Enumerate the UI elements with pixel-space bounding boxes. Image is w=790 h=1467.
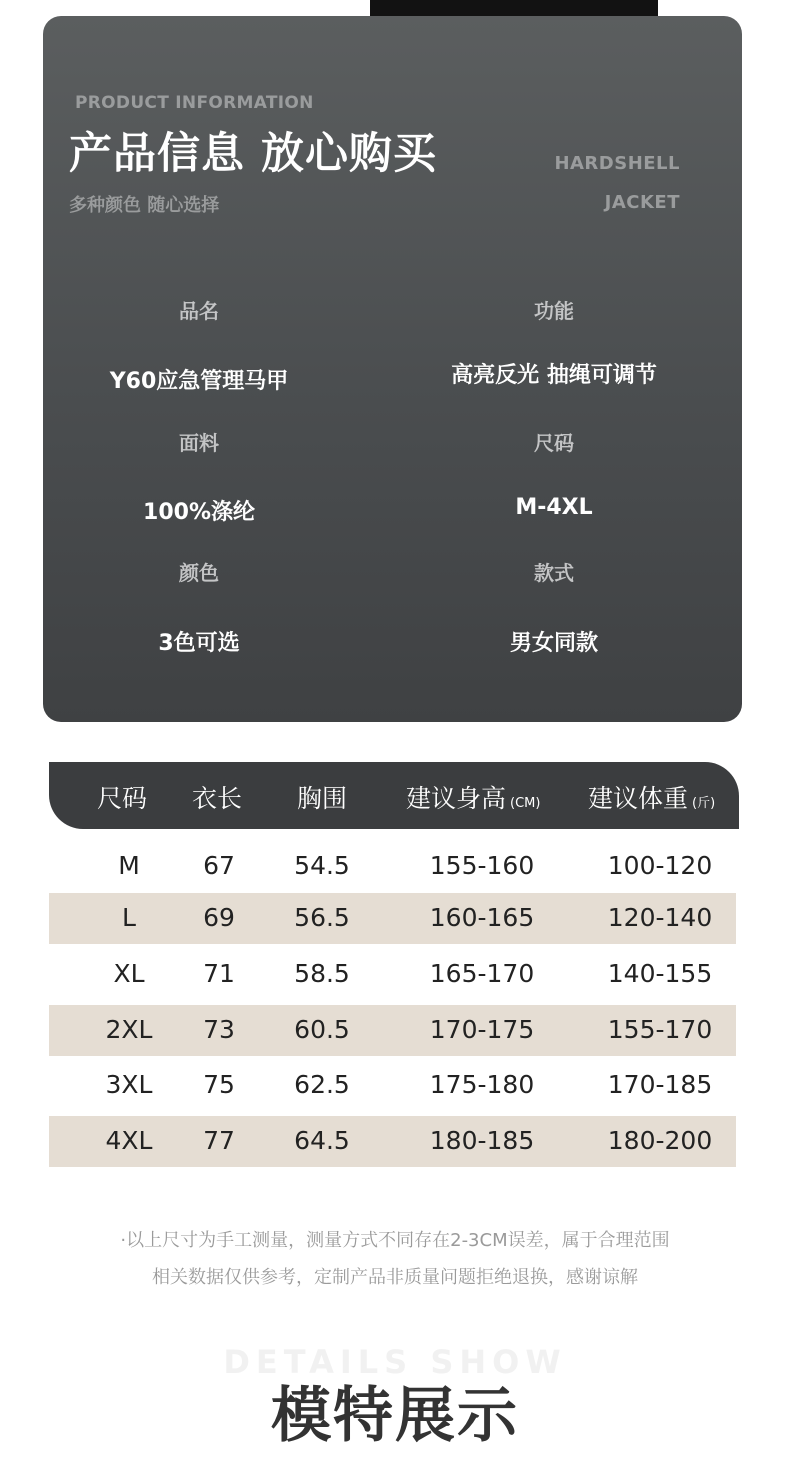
header-length: 衣长 <box>192 784 243 813</box>
spec-value-style: 男女同款 <box>509 631 598 656</box>
spec-label-name: 品名 <box>179 299 219 323</box>
cell-size: XL <box>113 959 145 988</box>
header-chest: 胸围 <box>297 784 348 813</box>
cell-height: 175-180 <box>429 1070 535 1099</box>
header-height-label: 建议身高 <box>406 784 507 813</box>
measurement-note-1: ·以上尺寸为手工测量，测量方式不同存在2-3CM误差，属于合理范围 <box>120 1230 670 1251</box>
cell-weight: 140-155 <box>607 959 713 988</box>
header-weight-label: 建议体重 <box>588 784 689 813</box>
cell-size: 2XL <box>105 1015 153 1044</box>
cell-size: 3XL <box>105 1070 153 1099</box>
cell-chest: 60.5 <box>294 1015 350 1044</box>
cell-weight: 120-140 <box>607 903 713 932</box>
cell-chest: 64.5 <box>294 1126 350 1155</box>
cell-length: 71 <box>203 959 235 988</box>
info-eyebrow: PRODUCT INFORMATION <box>75 93 314 113</box>
header-height-unit: (CM) <box>510 796 541 811</box>
cell-size: M <box>118 851 140 880</box>
cell-length: 73 <box>203 1015 235 1044</box>
details-watermark: DETAILS SHOW <box>223 1343 567 1381</box>
cell-size: 4XL <box>105 1126 153 1155</box>
product-photo-fragment <box>370 0 658 16</box>
cell-length: 69 <box>203 903 235 932</box>
spec-label-style: 款式 <box>534 561 574 585</box>
cell-weight: 170-185 <box>607 1070 713 1099</box>
table-row <box>49 1060 736 1111</box>
header-height <box>406 779 540 815</box>
cell-size: L <box>122 903 136 932</box>
cell-height: 180-185 <box>429 1126 535 1155</box>
spec-value-color: 3色可选 <box>158 631 240 656</box>
header-size: 尺码 <box>97 784 148 813</box>
spec-value-name: Y60应急管理马甲 <box>109 369 289 394</box>
table-row <box>49 893 736 944</box>
spec-label-function: 功能 <box>534 299 574 323</box>
cell-length: 67 <box>203 851 235 880</box>
size-table-header <box>49 762 739 829</box>
product-info-card <box>43 16 742 722</box>
cell-height: 165-170 <box>429 959 535 988</box>
measurement-note-2: 相关数据仅供参考，定制产品非质量问题拒绝退换，感谢谅解 <box>152 1267 638 1288</box>
model-section-title: 模特展示 <box>271 1381 519 1451</box>
cell-length: 75 <box>203 1070 235 1099</box>
spec-label-color: 颜色 <box>179 561 219 585</box>
cell-chest: 54.5 <box>294 851 350 880</box>
cell-height: 170-175 <box>429 1015 535 1044</box>
size-table <box>49 762 739 1155</box>
spec-label-fabric: 面料 <box>179 431 219 455</box>
cell-height: 160-165 <box>429 903 535 932</box>
cell-height: 155-160 <box>429 851 535 880</box>
table-row <box>49 841 736 892</box>
cell-length: 77 <box>203 1126 235 1155</box>
spec-value-size: M-4XL <box>515 495 593 520</box>
info-title: 产品信息 放心购买 <box>69 129 437 179</box>
cell-weight: 100-120 <box>607 851 713 880</box>
spec-value-function: 高亮反光 抽绳可调节 <box>451 363 657 388</box>
spec-label-size: 尺码 <box>534 431 574 455</box>
cell-weight: 155-170 <box>607 1015 713 1044</box>
cell-chest: 56.5 <box>294 903 350 932</box>
spec-value-fabric: 100%涤纶 <box>143 500 255 525</box>
cell-weight: 180-200 <box>607 1126 713 1155</box>
cell-chest: 58.5 <box>294 959 350 988</box>
side-word-jacket: JACKET <box>604 192 680 213</box>
table-row <box>49 1116 736 1167</box>
table-row <box>49 949 736 1000</box>
header-weight-unit: (斤) <box>692 796 716 811</box>
info-subtitle: 多种颜色 随心选择 <box>69 195 220 216</box>
header-weight <box>588 779 715 815</box>
cell-chest: 62.5 <box>294 1070 350 1099</box>
side-word-hardshell: HARDSHELL <box>554 153 680 174</box>
table-row <box>49 1005 736 1056</box>
